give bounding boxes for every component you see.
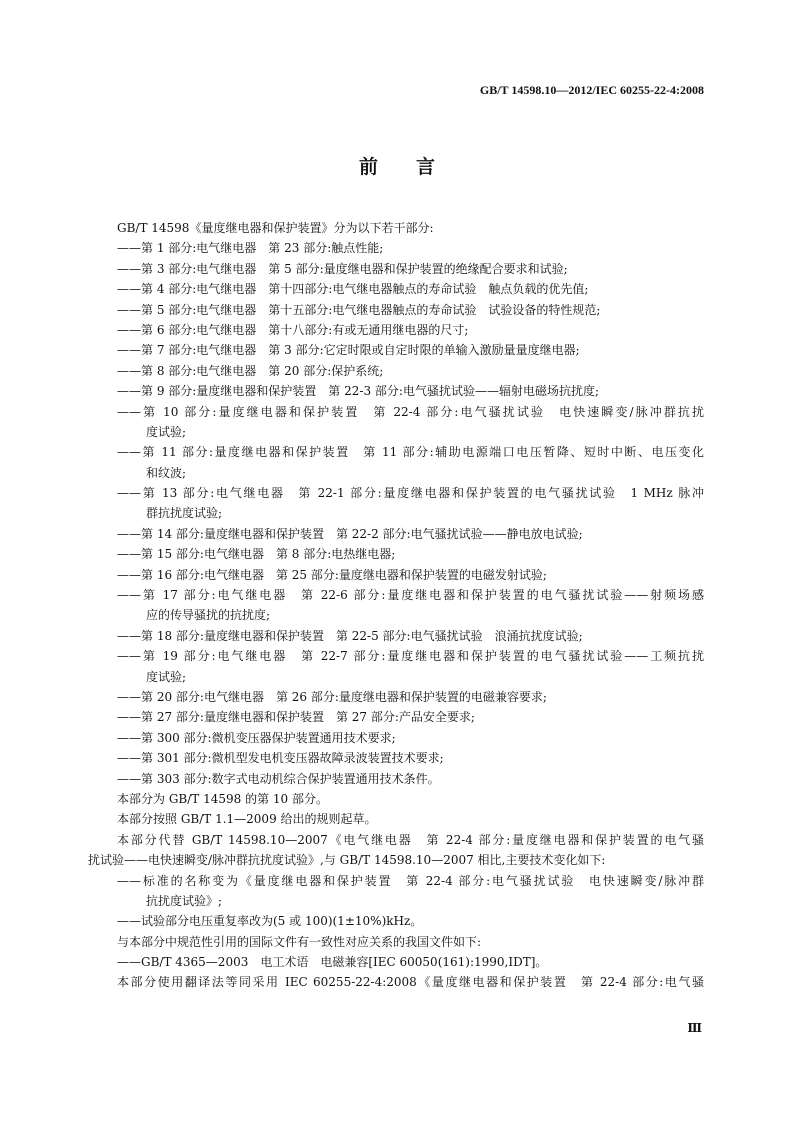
list-item: ——第 9 部分:量度继电器和保护装置 第 22-3 部分:电气骚扰试验——辐射电磁场抗扰度; — [117, 384, 599, 399]
paragraph-line: 应的传导骚扰的抗扰度; — [146, 608, 271, 623]
paragraph-line: 扰试验——电快速瞬变/脉冲群抗扰度试验》,与 GB/T 14598.10—2007 相比,主要技术变化如下: — [88, 853, 606, 868]
paragraph-line: 度试验; — [146, 424, 187, 439]
paragraph-line: 本部分代替 GB/T 14598.10—2007《电气继电器 第 22-4 部分:量度继电器和保护装置的电气骚 — [117, 832, 704, 847]
list-item: ——第 16 部分:电气继电器 第 25 部分:量度继电器和保护装置的电磁发射试验; — [117, 567, 547, 582]
list-item: ——第 6 部分:电气继电器 第十八部分:有或无通用继电器的尺寸; — [117, 322, 469, 337]
paragraph-line: 度试验; — [146, 669, 187, 684]
list-item: ——第 1 部分:电气继电器 第 23 部分:触点性能; — [117, 241, 384, 256]
paragraph-line: 群抗扰度试验; — [146, 506, 223, 521]
paragraph-line: 与本部分中规范性引用的国际文件有一致性对应关系的我国文件如下: — [117, 934, 482, 949]
list-item: ——第 11 部分:量度继电器和保护装置 第 11 部分:辅助电源端口电压暂降、短时中断、电压变化 — [117, 445, 704, 460]
list-item: ——第 4 部分:电气继电器 第十四部分:电气继电器触点的寿命试验 触点负载的优先值; — [117, 282, 589, 297]
list-item: ——GB/T 4365—2003 电工术语 电磁兼容[IEC 60050(161):1990,IDT]。 — [117, 955, 548, 970]
list-item: ——第 301 部分:微机型发电机变压器故障录波装置技术要求; — [117, 751, 444, 766]
body-text — [88, 218, 704, 993]
list-item: ——第 18 部分:量度继电器和保护装置 第 22-5 部分:电气骚扰试验 浪涌抗扰度试验; — [117, 628, 583, 643]
document-code: GB/T 14598.10—2012/IEC 60255-22-4:2008 — [479, 83, 704, 97]
list-item: ——第 8 部分:电气继电器 第 20 部分:保护系统; — [117, 363, 384, 378]
list-item: ——标准的名称变为《量度继电器和保护装置 第 22-4 部分:电气骚扰试验 电快速瞬变/脉冲群 — [117, 873, 704, 888]
paragraph-line: 抗扰度试验》; — [146, 893, 223, 908]
list-item: ——试验部分电压重复率改为(5 或 100)(1±10%)kHz。 — [117, 914, 423, 929]
list-item: ——第 14 部分:量度继电器和保护装置 第 22-2 部分:电气骚扰试验——静电放电试验; — [117, 526, 583, 541]
list-item: ——第 7 部分:电气继电器 第 3 部分:它定时限或自定时限的单输入激励量量度继电器; — [117, 343, 580, 358]
list-item: ——第 19 部分:电气继电器 第 22-7 部分:量度继电器和保护装置的电气骚扰试验——工频抗扰 — [117, 649, 704, 664]
list-item: ——第 300 部分:微机变压器保护装置通用技术要求; — [117, 730, 396, 745]
paragraph-line: 本部分按照 GB/T 1.1—2009 给出的规则起草。 — [117, 812, 377, 827]
list-item: ——第 13 部分:电气继电器 第 22-1 部分:量度继电器和保护装置的电气骚扰试验 1 MHz 脉冲 — [117, 486, 704, 501]
paragraph-line: 和纹波; — [146, 465, 187, 480]
list-item: ——第 20 部分:电气继电器 第 26 部分:量度继电器和保护装置的电磁兼容要求; — [117, 689, 547, 704]
paragraph-line: 本部分为 GB/T 14598 的第 10 部分。 — [117, 791, 328, 806]
list-item: ——第 3 部分:电气继电器 第 5 部分:量度继电器和保护装置的绝缘配合要求和试验; — [117, 261, 568, 276]
list-item: ——第 17 部分:电气继电器 第 22-6 部分:量度继电器和保护装置的电气骚扰试验——射频场感 — [117, 588, 704, 603]
list-item: ——第 303 部分:数字式电动机综合保护装置通用技术条件。 — [117, 771, 440, 786]
page-number: Ⅲ — [687, 1021, 702, 1035]
paragraph-line: 本部分使用翻译法等同采用 IEC 60255-22-4:2008《量度继电器和保护装置 第 22-4 部分:电气骚 — [117, 975, 704, 990]
page-title: 前言 — [358, 156, 473, 178]
list-item: ——第 15 部分:电气继电器 第 8 部分:电热继电器; — [117, 547, 396, 562]
paragraph-line: GB/T 14598《量度继电器和保护装置》分为以下若干部分: — [117, 221, 434, 235]
list-item: ——第 27 部分:量度继电器和保护装置 第 27 部分:产品安全要求; — [117, 710, 475, 725]
list-item: ——第 5 部分:电气继电器 第十五部分:电气继电器触点的寿命试验 试验设备的特性规范; — [117, 302, 601, 317]
list-item: ——第 10 部分:量度继电器和保护装置 第 22-4 部分:电气骚扰试验 电快速瞬变/脉冲群抗扰 — [117, 404, 704, 419]
